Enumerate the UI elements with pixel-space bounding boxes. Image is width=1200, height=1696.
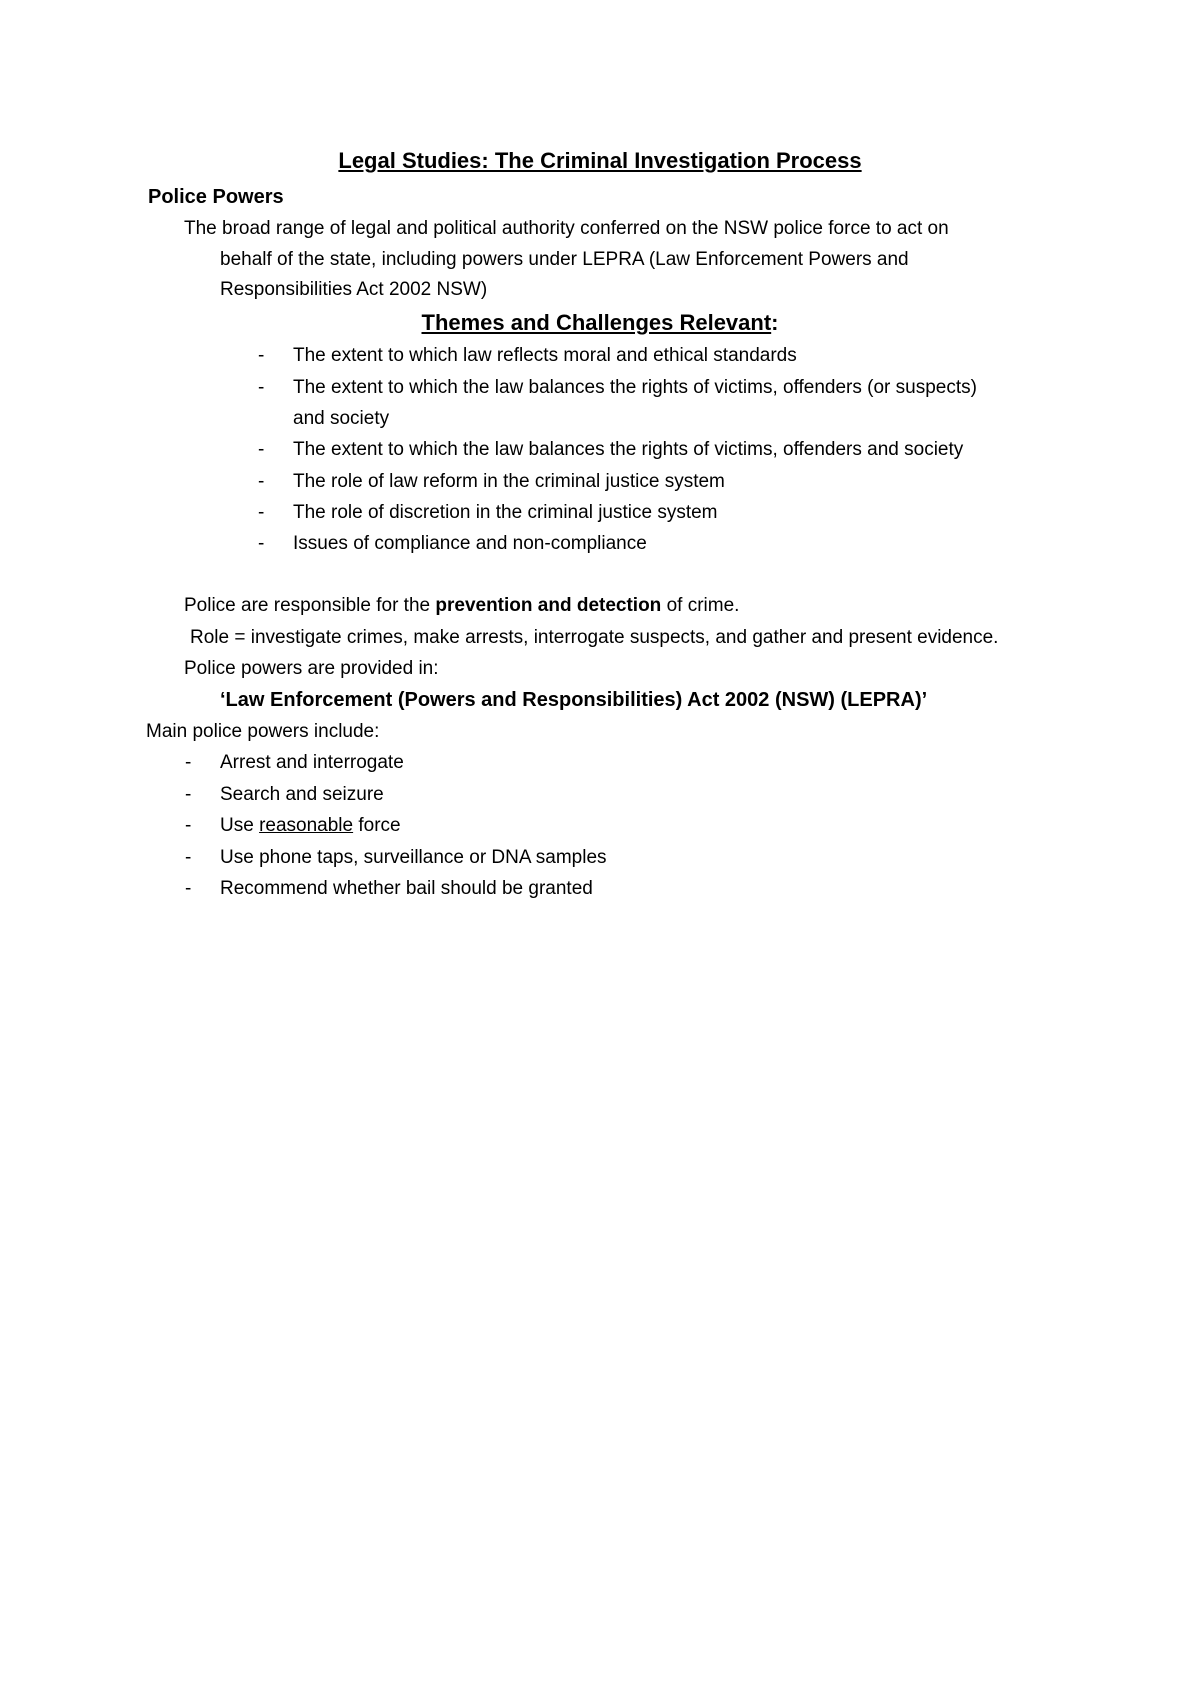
themes-bullet-marker: - xyxy=(258,471,265,492)
definition-line-1: The broad range of legal and political authority conferred on the NSW police force to act on xyxy=(184,218,949,239)
definition-line-3: Responsibilities Act 2002 NSW) xyxy=(220,279,488,300)
document-title: Legal Studies: The Criminal Investigation Process xyxy=(338,148,862,173)
main-powers-heading: Main police powers include: xyxy=(146,721,380,742)
themes-bullet-marker: - xyxy=(258,502,265,523)
themes-item: The role of discretion in the criminal justice system xyxy=(293,502,718,523)
police-powers-heading: Police Powers xyxy=(148,186,284,208)
themes-bullet-marker: - xyxy=(258,377,265,398)
powers-bullet-marker: - xyxy=(185,847,192,868)
responsibility-suffix: of crime. xyxy=(661,595,740,616)
themes-bullet-marker: - xyxy=(258,345,265,366)
themes-bullet-marker: - xyxy=(258,533,265,554)
responsibility-line xyxy=(184,593,739,619)
powers-bullet-marker: - xyxy=(185,752,192,773)
force-prefix: Use xyxy=(220,815,260,836)
themes-item: The role of law reform in the criminal justice system xyxy=(293,471,725,492)
themes-heading-text: Themes and Challenges Relevant xyxy=(421,310,772,335)
powers-item-force xyxy=(220,813,401,839)
provided-in-line: Police powers are provided in: xyxy=(184,658,439,679)
themes-item: The extent to which the law balances the rights of victims, offenders and society xyxy=(293,439,964,460)
themes-heading-colon: : xyxy=(771,310,779,335)
themes-item: The extent to which law reflects moral and ethical standards xyxy=(293,345,797,366)
themes-heading xyxy=(0,309,1200,337)
definition-line-2: behalf of the state, including powers under LEPRA (Law Enforcement Powers and xyxy=(220,249,909,270)
powers-bullet-marker: - xyxy=(185,878,192,899)
responsibility-prefix: Police are responsible for the xyxy=(184,595,436,616)
powers-item: Arrest and interrogate xyxy=(220,752,404,773)
force-underlined: reasonable xyxy=(259,815,354,836)
themes-bullet-marker: - xyxy=(258,439,265,460)
role-line: Role = investigate crimes, make arrests, interrogate suspects, and gather and present evidence. xyxy=(190,627,999,648)
act-name: ‘Law Enforcement (Powers and Responsibilities) Act 2002 (NSW) (LEPRA)’ xyxy=(220,689,928,711)
themes-item-continuation: and society xyxy=(293,408,390,429)
powers-item: Use phone taps, surveillance or DNA samples xyxy=(220,847,607,868)
powers-item: Recommend whether bail should be granted xyxy=(220,878,593,899)
themes-item: The extent to which the law balances the rights of victims, offenders (or suspects) xyxy=(293,377,977,398)
responsibility-bold: prevention and detection xyxy=(435,595,662,616)
force-suffix: force xyxy=(353,815,401,836)
powers-bullet-marker: - xyxy=(185,815,192,836)
themes-item: Issues of compliance and non-compliance xyxy=(293,533,647,554)
powers-bullet-marker: - xyxy=(185,784,192,805)
powers-item: Search and seizure xyxy=(220,784,384,805)
